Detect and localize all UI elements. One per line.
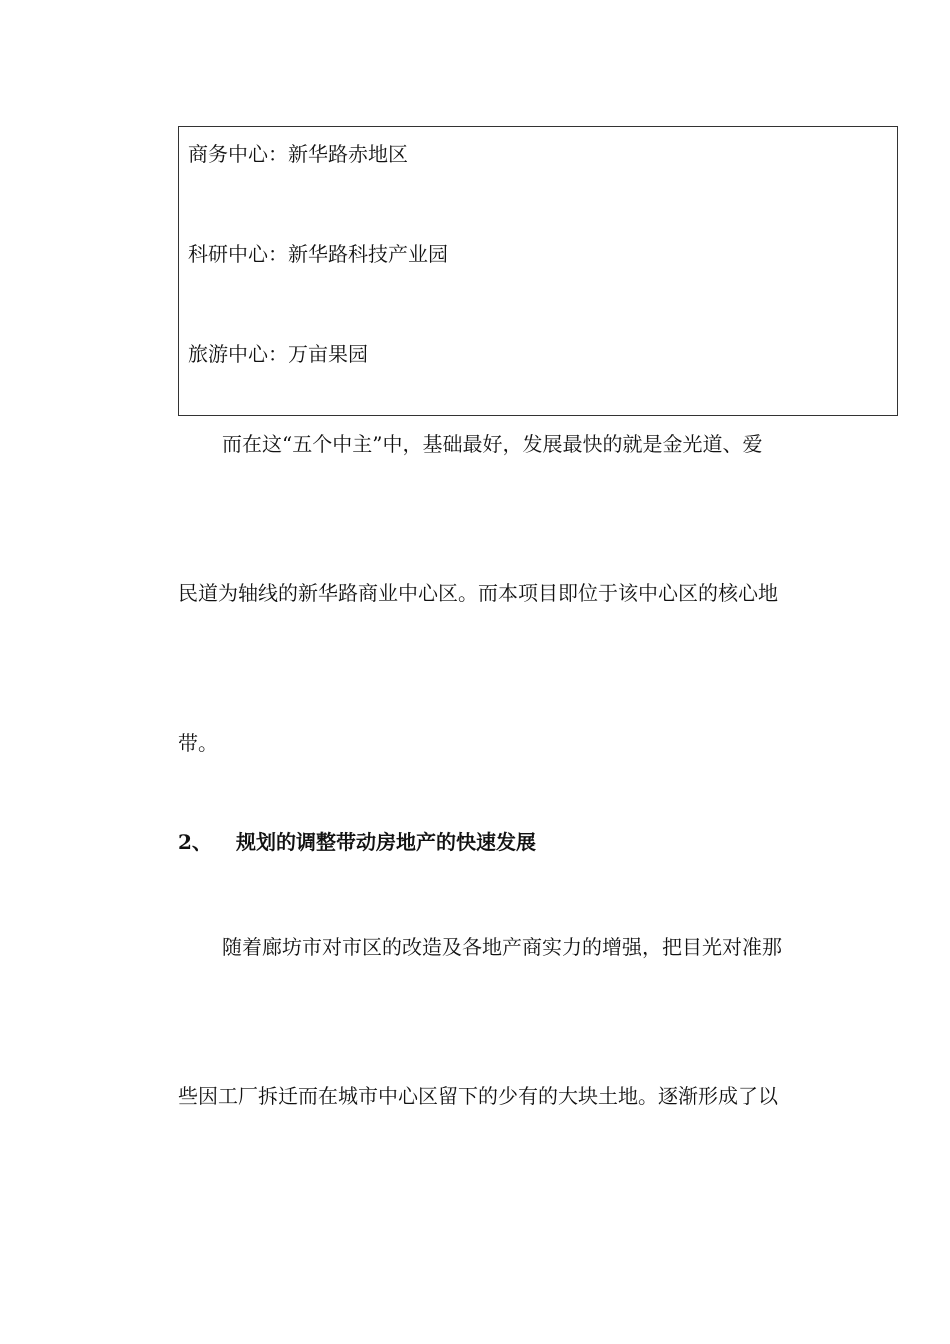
section-number: 2、	[178, 830, 212, 854]
box-line-research-center: 科研中心：新华路科技产业园	[188, 242, 448, 266]
paragraph2-line2: 些因工厂拆迁而在城市中心区留下的少有的大块土地。逐渐形成了以	[178, 1084, 778, 1108]
box-line-business-center: 商务中心：新华路赤地区	[188, 142, 408, 166]
box-line-tourism-center: 旅游中心：万亩果园	[188, 342, 368, 366]
paragraph2-line1: 随着廊坊市对市区的改造及各地产商实力的增强，把目光对准那	[222, 935, 782, 959]
paragraph1-line3: 带。	[178, 731, 218, 755]
paragraph1-line1: 而在这“五个中主”中，基础最好，发展最快的就是金光道、爱	[222, 432, 763, 456]
paragraph1-line2: 民道为轴线的新华路商业中心区。而本项目即位于该中心区的核心地	[178, 581, 778, 605]
info-box	[178, 126, 898, 416]
section-heading	[178, 829, 536, 855]
section-title: 规划的调整带动房地产的快速发展	[236, 830, 536, 854]
